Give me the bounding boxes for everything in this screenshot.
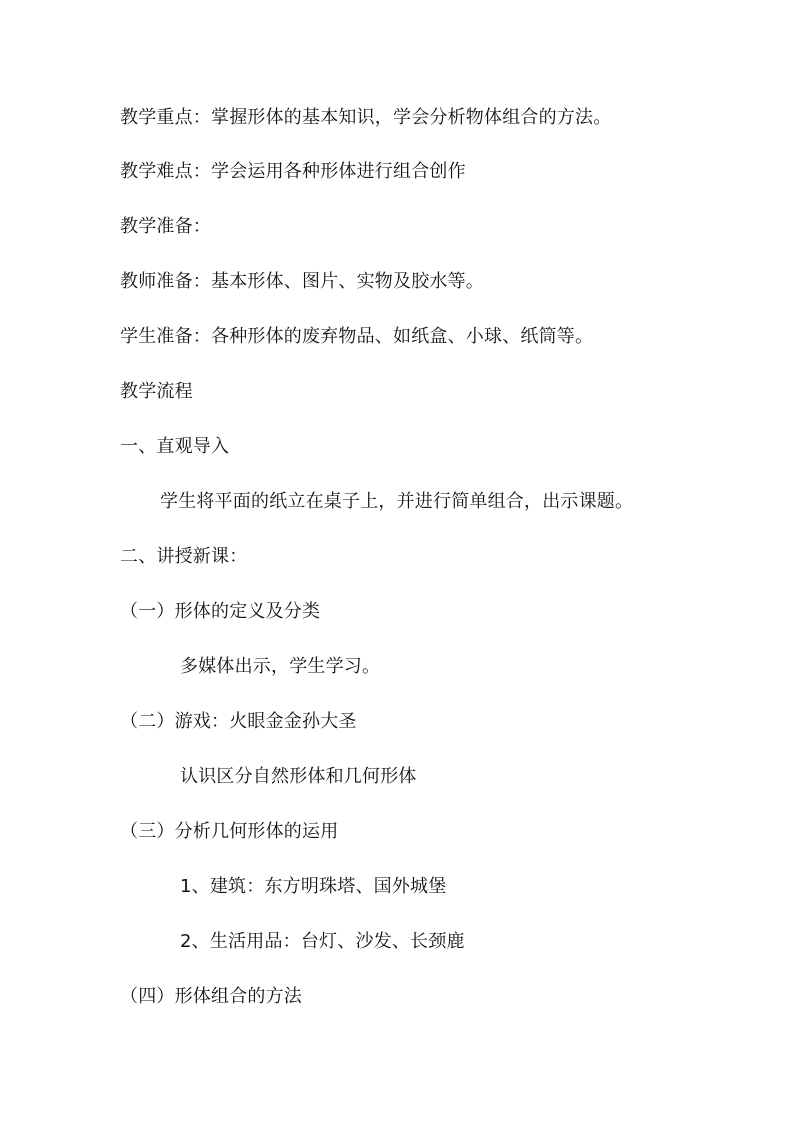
subsection-2-content: 认识区分自然形体和几何形体 [180,766,417,787]
subsection-4-heading: （四）形体组合的方法 [120,986,302,1007]
section-1-content: 学生将平面的纸立在桌子上，并进行简单组合，出示课题。 [160,491,634,512]
subsection-1-heading: （一）形体的定义及分类 [120,601,321,622]
subsection-3-item-1: 1、建筑：东方明珠塔、国外城堡 [180,876,447,897]
section-1-heading: 一、直观导入 [120,436,230,457]
subsection-1-content: 多媒体出示，学生学习。 [180,656,381,677]
teaching-preparation-heading: 教学准备： [120,216,211,237]
teaching-difficulty: 教学难点：学会运用各种形体进行组合创作 [120,161,466,182]
teacher-preparation: 教师准备：基本形体、图片、实物及胶水等。 [120,271,484,292]
subsection-3-item-2: 2、生活用品：台灯、沙发、长颈鹿 [180,931,465,952]
section-2-heading: 二、讲授新课： [120,546,248,567]
teaching-focus: 教学重点：掌握形体的基本知识，学会分析物体组合的方法。 [120,107,612,128]
subsection-3-heading: （三）分析几何形体的运用 [120,821,339,842]
teaching-process-heading: 教学流程 [120,381,193,402]
student-preparation: 学生准备：各种形体的废弃物品、如纸盒、小球、纸筒等。 [120,326,594,347]
subsection-2-heading: （二）游戏：火眼金金孙大圣 [120,711,357,732]
